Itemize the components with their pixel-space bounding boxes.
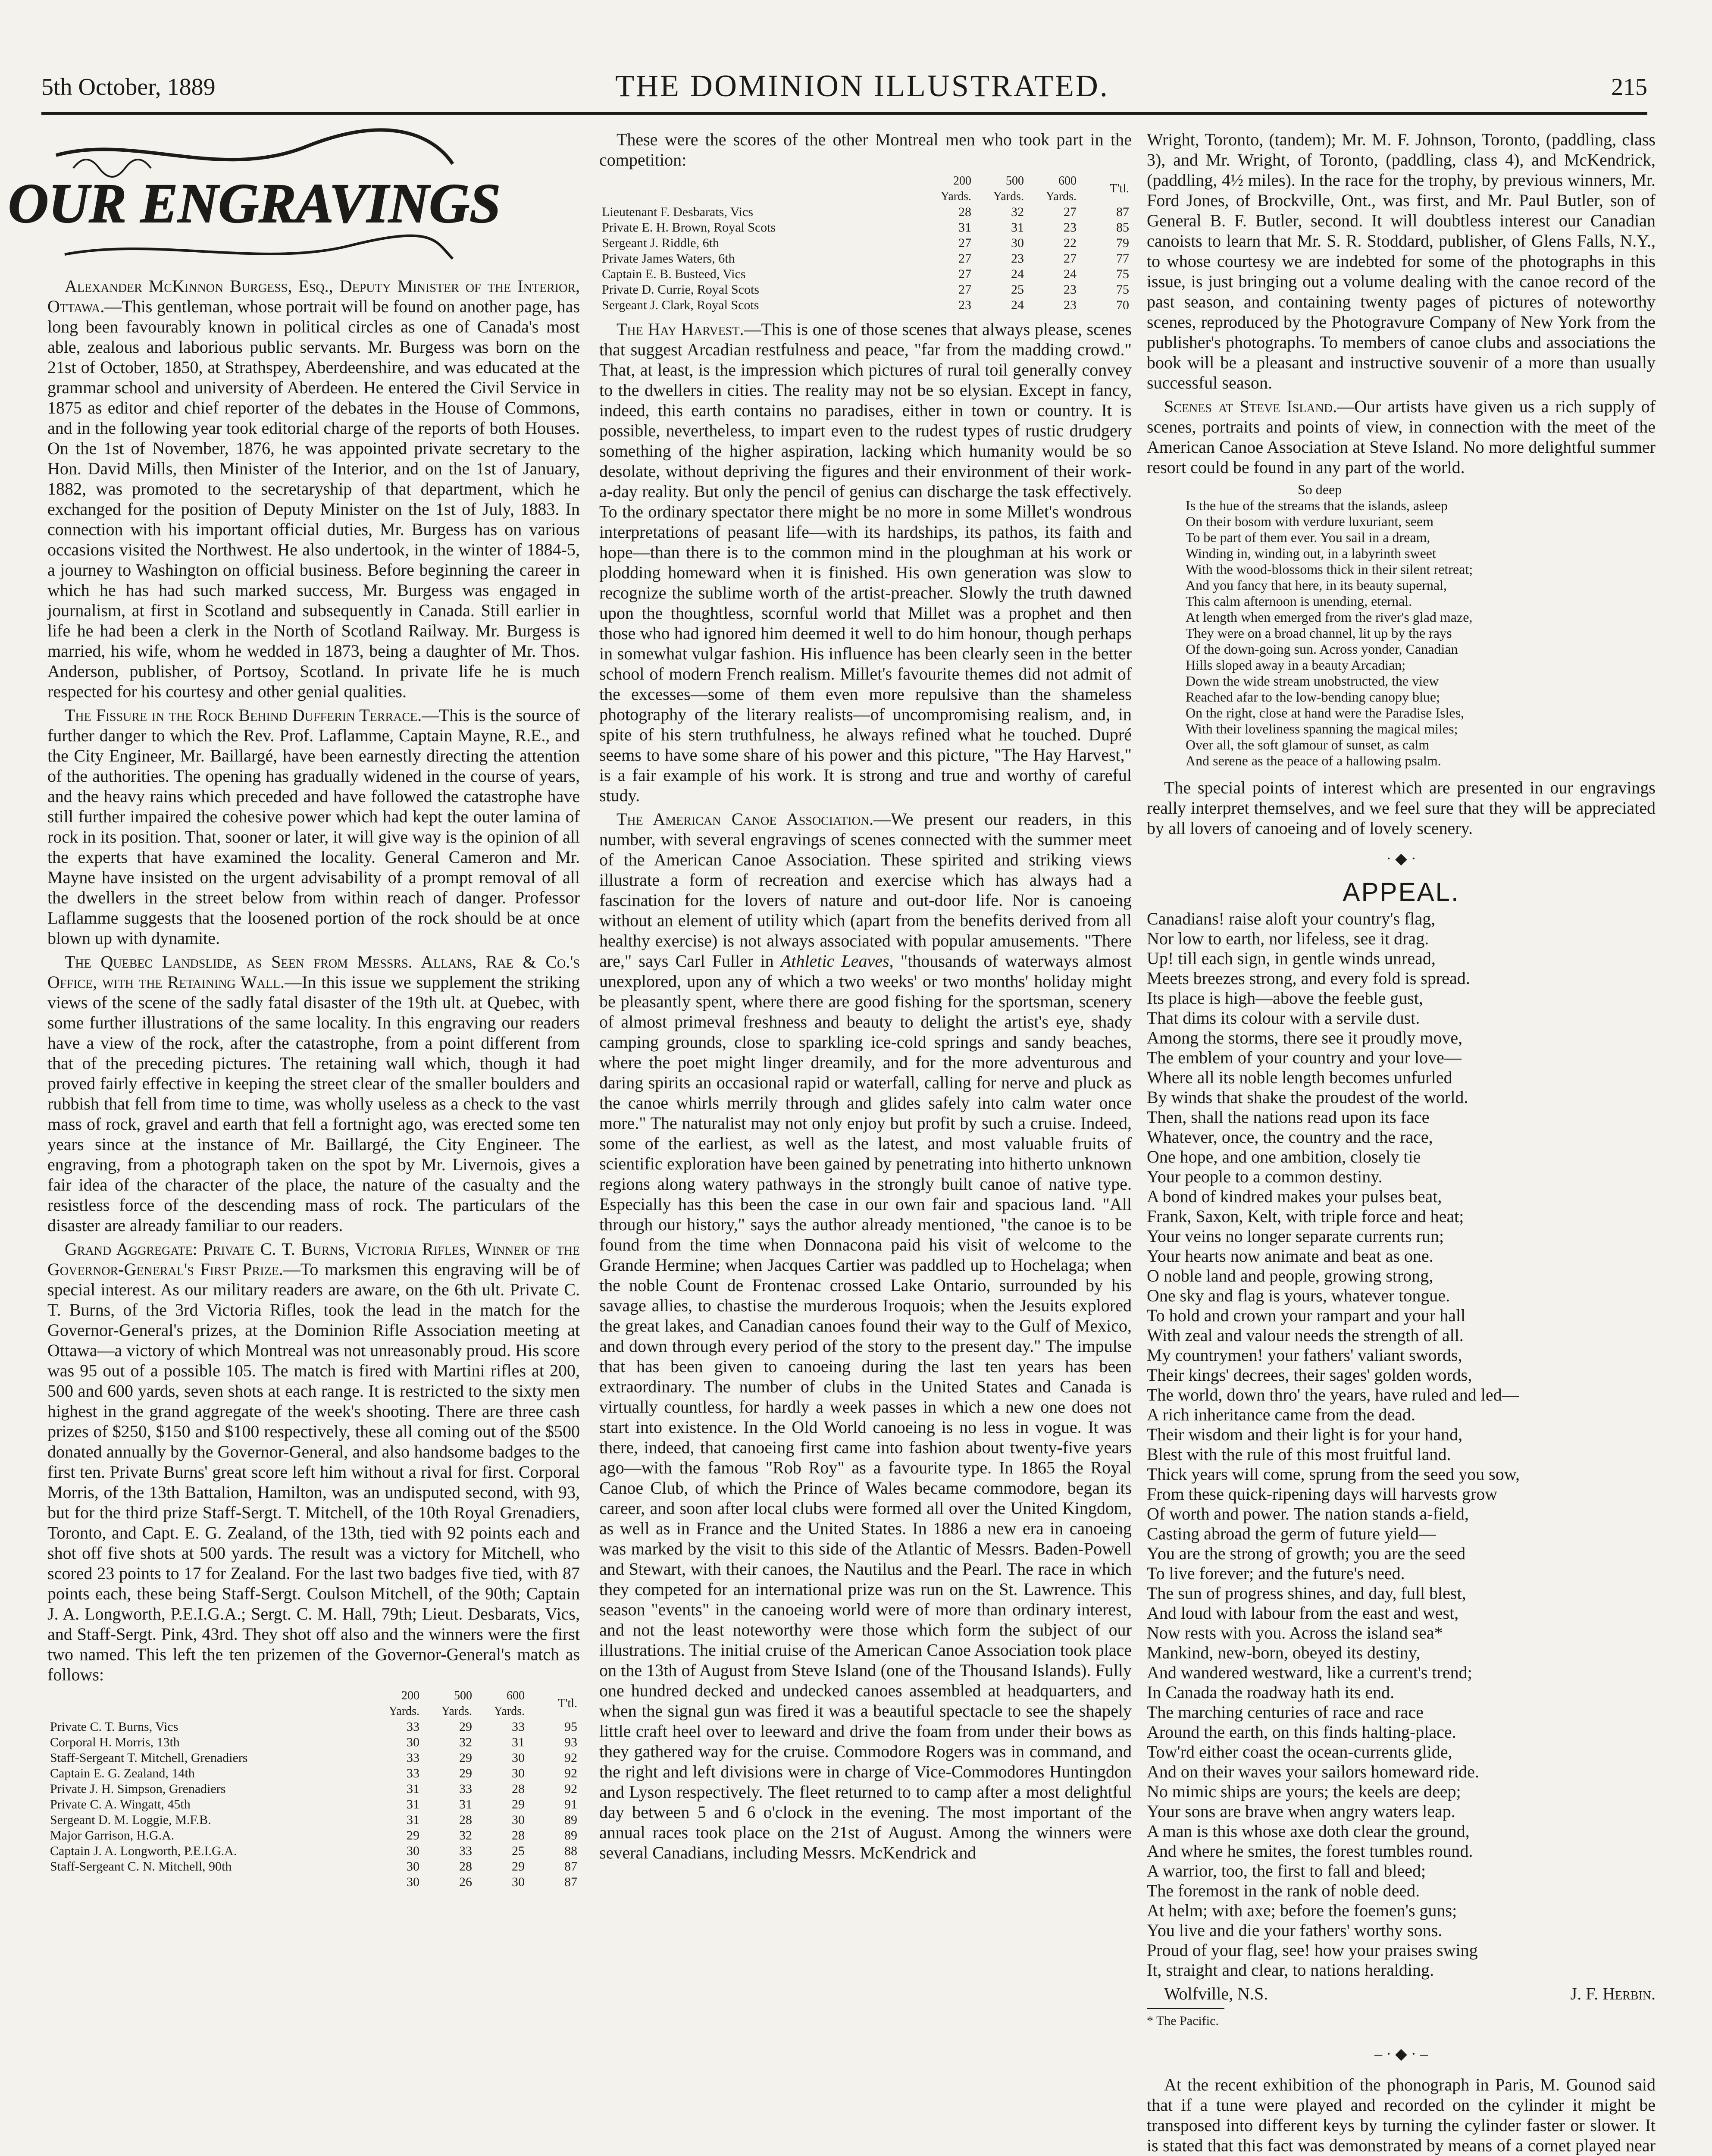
competitor-name: Sergeant J. Clark, Royal Scots (602, 298, 759, 312)
poem-line: At length when emerged from the river's glad maze, (1186, 609, 1473, 625)
score-cell: 27 (958, 251, 971, 266)
aggregate-text: —To marksmen this engraving will be of special interest. As our military readers are aware, on the 6th ult. Private C. T. Burns, of the 3rd Victoria Rifles, took the lead in the match for the Governor-General's prizes, at the Dominion Rifle Association meeting at Ottawa—a victory of which Montreal was not unreasonably proud. His score was 95 out of a possible 105. The match is fired with Martini rifles at 200, 500 and 600 yards, seven shots at each range. It is restricted to the sixty men highest in the grand aggregate of the week's shooting. There are three cash prizes of $250, $150 and $100 respectively, these all coming out of the $500 donated annually by the Governor-General, and also handsome badges to the first ten. Private Burns' great score left him without a rival for first. Corporal Morris, of the 13th Battalion, Hamilton, was an undisputed second, with 93, but for the third prize Staff-Sergt. T. Mitchell, of the 10th Royal Grenadiers, Toronto, and Capt. E. G. Zealand, of the 13th, tied with 92 points each and shot off five shots at 500 yards. The result was a victory for Mitchell, who scored 23 points to 17 for Zealand. For the last two badges five tied, with 87 points each, these being Staff-Sergt. Coulson Mitchell, of the 90th; Captain J. A. Longworth, P.E.I.G.A.; Sergt. C. M. Hall, 79th; Lieut. Desbarats, Vics, and Staff-Sergt. Pink, 43rd. They shot off also and the winners were the first two named. This left the ten prizemen of the Governor-General's match as follows: (47, 1260, 580, 1684)
table-row (47, 1750, 580, 1766)
poem-line: Thick years will come, sprung from the seed you sow, (1147, 1464, 1520, 1484)
athletic-leaves-title: Athletic Leaves (780, 951, 889, 971)
table-row (599, 266, 1132, 282)
competitor-name: Captain E. B. Busteed, Vics (602, 267, 746, 281)
score-column-header: 500 Yards. (993, 174, 1024, 203)
competitor-name: Private E. H. Brown, Royal Scots (602, 220, 776, 235)
steve-island-poem (1186, 482, 1656, 769)
score-cell: 23 (1064, 220, 1077, 235)
landslide-text: —In this issue we supplement the striking views of the scene of the sadly fatal disaster of the 19th ult. at Quebec, with some further illustrations of the same locality. In this engraving our readers have a view of the rock, after the catastrophe, from a point different from that of the preceding pictures. The retaining wall which, though it had proved fairly effective in keeping the street clear of the smaller boulders and rubbish that fell from time to time, was wholly useless as a check to the vast mass of rock, gravel and earth that fell a fortnight ago, was erected some ten years since at the instance of Mr. Baillargé, the City Engineer. The engraving, from a photograph taken on the spot by Mr. Livernois, gives a fair idea of the character of the place, the nature of the casualty and the resistless force of the descending mass of rock. The particulars of the disaster are already familiar to our readers. (47, 972, 580, 1235)
poem-line: Your people to a common destiny. (1147, 1167, 1383, 1186)
poem-line: And you fancy that here, in its beauty supernal, (1186, 577, 1447, 593)
score-cell: 89 (564, 1813, 577, 1827)
score-cell: 30 (512, 1751, 525, 1765)
score-cell: 32 (1011, 205, 1024, 219)
montreal-score-table (599, 173, 1132, 313)
table-row (599, 220, 1132, 235)
score-cell: 70 (1116, 298, 1129, 312)
our-engravings-banner (8, 129, 501, 272)
table-row (599, 282, 1132, 298)
table-row (47, 1812, 580, 1828)
banner-lettering: OUR ENGRAVINGS (8, 172, 501, 235)
score-cell: 31 (459, 1797, 472, 1811)
poem-line: Casting abroad the germ of future yield— (1147, 1524, 1436, 1543)
score-cell: 29 (407, 1828, 419, 1843)
poem-line: One hope, and one ambition, closely tie (1147, 1147, 1421, 1166)
score-column-header: T'tl. (558, 1697, 577, 1710)
poem-line: In Canada the roadway hath its end. (1147, 1683, 1395, 1702)
table-row (47, 1859, 580, 1874)
competitor-name: Private D. Currie, Royal Scots (602, 282, 759, 297)
fissure-text: —This is the source of further danger to which the Rev. Prof. Laflamme, Captain Mayne, R.E., and the City Engineer, Mr. Baillargé, have been earnestly directing the attention of the authorities. The opening has gradually widened in the course of years, and the heavy rains which preceded and have followed the catastrophe have still further impaired the cohesive power which had kept the outer lamina of rock in its position. That, sooner or later, it will give way is the opinion of all the experts that have examined the locality. General Cameron and Mr. Mayne have insisted on the urgent advisability of a prompt removal of all the dwellers in the street below from within reach of danger. Professor Laflamme suggests that the loosened portion of the rock should be at once blown up with dynamite. (47, 705, 580, 948)
score-cell: 31 (958, 220, 971, 235)
score-cell: 27 (958, 267, 971, 281)
poem-line: And on their waves your sailors homeward ride. (1147, 1762, 1479, 1781)
table-row (47, 1735, 580, 1750)
poem-line: A man is this whose axe doth clear the ground, (1147, 1821, 1470, 1841)
publication-title: THE DOMINION ILLUSTRATED. (615, 69, 1109, 103)
poem-line: They were on a broad channel, lit up by the rays (1186, 625, 1452, 641)
competitor-name: Sergeant D. M. Loggie, M.F.B. (50, 1813, 211, 1827)
score-cell: 77 (1116, 251, 1129, 266)
table-row (47, 1828, 580, 1843)
score-cell: 30 (407, 1735, 419, 1749)
appeal-poem (1147, 909, 1656, 1980)
competitor-name: Sergeant J. Riddle, 6th (602, 236, 719, 250)
canoe-continued-text: Wright, Toronto, (tandem); Mr. M. F. Johnson, Toronto, (paddling, class 3), and Mr. Wright, of Toronto, (paddling, class 4), and McKendrick, (paddling, 4½ miles). In the race for the trophy, by previous winners, Mr. Ford Jones, of Brockville, Ont., was first, and Mr. Paul Butler, son of General B. F. Butler, second. It will doubtless interest our Canadian canoists to learn that Mr. S. R. Stoddard, publisher, of Glens Falls, N.Y., to whose courtesy we are indebted for some of the photographs in this issue, is just bringing out a volume dealing with the canoe record of the past season, and containing twenty pages of pictures of noteworthy scenes, reproduced by the Photogravure Company of New York from the publisher's photographs. To members of canoe clubs and associations the book will be a pleasant and instructive souvenir of a more than usually successful season. (1147, 130, 1656, 392)
poem-line: Their wisdom and their light is for your hand, (1147, 1425, 1463, 1444)
score-cell: 87 (564, 1859, 577, 1874)
section-ornament: · ◆ · (1386, 850, 1416, 867)
score-cell: 89 (564, 1828, 577, 1843)
score-cell: 30 (407, 1859, 419, 1874)
score-cell: 33 (407, 1766, 419, 1780)
score-cell: 32 (459, 1828, 472, 1843)
score-cell: 28 (459, 1859, 472, 1874)
score-cell: 92 (564, 1782, 577, 1796)
score-cell: 30 (512, 1766, 525, 1780)
poem-line: With the wood-blossoms thick in their silent retreat; (1186, 561, 1473, 577)
score-cell: 31 (1011, 220, 1024, 235)
score-cell: 91 (564, 1797, 577, 1811)
poem-line: A warrior, too, the first to fall and bleed; (1147, 1861, 1426, 1880)
poem-line: Around the earth, on this finds halting-place. (1147, 1722, 1456, 1742)
poem-line: Hills sloped away in a beauty Arcadian; (1186, 657, 1406, 673)
score-cell: 85 (1116, 220, 1129, 235)
table-row (47, 1781, 580, 1797)
poem-line: You live and die your fathers' worthy sons. (1147, 1921, 1443, 1940)
poem-line: Blest with the rule of this most fruitful land. (1147, 1445, 1451, 1464)
poem-line: The emblem of your country and your love— (1147, 1048, 1462, 1067)
poem-line: You are the strong of growth; you are the seed (1147, 1544, 1466, 1563)
score-cell: 33 (459, 1844, 472, 1858)
poem-line: Among the storms, there see it proudly move, (1147, 1028, 1463, 1047)
score-cell: 95 (564, 1720, 577, 1734)
poem-line: Tow'rd either coast the ocean-currents glide, (1147, 1742, 1452, 1761)
score-cell: 30 (512, 1875, 525, 1889)
poem-line: Up! till each sign, in gentle winds unread, (1147, 949, 1436, 968)
column-right (1147, 129, 1656, 2156)
score-column-header (47, 1688, 369, 1719)
poem-line: The world, down thro' the years, have ruled and led— (1147, 1385, 1519, 1404)
score-column-header: 200 Yards. (388, 1689, 419, 1718)
poem-line: My countrymen! your fathers' valiant swords, (1147, 1345, 1462, 1365)
phonograph-text: At the recent exhibition of the phonograph in Paris, M. Gounod said that if a tune were played and recorded on the cylinder it might be transposed into different keys by turning the cylinder faster or slower. It is stated that this fact was demonstrated by means of a cornet played near (1147, 2075, 1656, 2155)
prizemen-score-table (47, 1688, 580, 1890)
poem-line: To live forever; and the future's need. (1147, 1564, 1405, 1583)
canoe-text-b: , "thousands of waterways almost unexplored, upon any of which a two weeks' or two months' holiday might be pleasantly spent, where there are good fishing for the sportsman, scenery of almost primeval freshness and beauty to delight the artist's eye, shady camping grounds, close to sparkling ice-cold springs and sandy beaches, where the poet might linger dreamily, and for the more adventurous and daring spirits an occasional rapid or waterfall, calling for nerve and pluck as the canoe whirls merrily through and glides safely into calm water once more." The naturalist may not only enjoy but profit by such a cruise. Indeed, some of the earliest, as well as the latest, and most valuable fruits of scientific exploration have been gained by penetrating into hitherto unknown regions along watery pathways in the strongly built canoe of native type. Especially has this been the case in our own fair and spacious land. "All through our history," says the author already mentioned, "the canoe is to be found from the time when Donnacona paid his visit of welcome to the Grande Hermine; when Jacques Cartier was paddled up to Hochelaga; when the noble Count de Frontenac crossed Lake Ontario, surrounded by his savage allies, to chastise the murderous Iroquois; when the Jesuits explored the great lakes, and Canadian canoes found their way to the Gulf of Mexico, and down through every period of the story to the present day." The impulse that has been given to canoeing during the last ten years has been extraordinary. The number of clubs in the United States and Canada is virtually countless, for hardly a week passes in which a new one does not start into existence. In the Old World canoeing is no less in vogue. It was there, indeed, that canoeing first came into fashion about twenty-five years ago—with the famous "Rob Roy" as a favourite type. In 1865 the Royal Canoe Club, of which the Prince of Wales became commodore, began its career, and soon after local clubs were formed all over the United Kingdom, as well as in France and the United States. In 1886 a new era in canoeing was marked by the visit to this side of the Atlantic of Messrs. Baden-Powell and Stewart, with their canoes, the Nautilus and the Pearl. The race in which they competed for an international prize was run on the St. Lawrence. This season "events" in the canoeing world were of more than ordinary interest, and not the least noteworthy were those which form the subject of our illustrations. The initial cruise of the American Canoe Association took place on the 13th of August from Steve Island (one of the Thousand Islands). Fully one hundred decked and undecked canoes assembled at headquarters, and when the signal gun was fired it was a beautiful spectacle to see the shapely little craft heel over to leeward and drive the foam from under their bows as they gathered way for the cruise. Commodore Rogers was in command, and the right and left divisions were in charge of Vice-Commodores Huntingdon and Lyson respectively. The fleet returned to to camp after a most delightful day between 5 and 6 o'clock in the evening. The most important of the annual races took place on the 21st of August. Among the winners were several Canadians, including Messrs. McKendrick and (599, 951, 1132, 1862)
score-column-header: T'tl. (1110, 182, 1129, 195)
section-ornament-2: – · ◆ · – (1374, 2045, 1428, 2062)
poem-line: Whatever, once, the country and the race, (1147, 1127, 1433, 1147)
score-column-header: 200 Yards. (940, 174, 971, 203)
score-cell: 26 (459, 1875, 472, 1889)
poem-line: Where all its noble length becomes unfurled (1147, 1068, 1452, 1087)
poem-line: Canadians! raise aloft your country's flag, (1147, 909, 1436, 928)
poem-line: Proud of your flag, see! how your praises swing (1147, 1940, 1478, 1960)
landslide-heading: The Quebec Landslide, as Seen from Messrs. Allans, Rae & Co.'s Office, with the Retaining Wall. (47, 952, 580, 992)
poem-line: The marching centuries of race and race (1147, 1702, 1424, 1722)
poem-line: Reached afar to the low-bending canopy blue; (1186, 689, 1440, 705)
poem-line: Meets breezes strong, and every fold is spread. (1147, 968, 1470, 988)
canoe-association-heading: The American Canoe Association. (617, 809, 874, 829)
footnote: * The Pacific. (1147, 2008, 1224, 2031)
score-cell: 33 (407, 1751, 419, 1765)
poem-line: A bond of kindred makes your pulses beat, (1147, 1187, 1442, 1206)
poem-line: Then, shall the nations read upon its face (1147, 1107, 1430, 1127)
aggregate-heading: Grand Aggregate: Private C. T. Burns, Victoria Rifles, Winner of the Governor-General's First Prize. (47, 1239, 580, 1279)
score-cell: 28 (512, 1828, 525, 1843)
score-cell: 29 (459, 1766, 472, 1780)
appeal-title: APPEAL. (1343, 877, 1460, 906)
score-cell: 87 (564, 1875, 577, 1889)
poem-signature (1147, 1984, 1656, 2004)
score-cell: 33 (407, 1720, 419, 1734)
poem-line: To be part of them ever. You sail in a dream, (1186, 530, 1430, 545)
poem-line: Over all, the soft glamour of sunset, as calm (1186, 737, 1430, 752)
poem-line: The sun of progress shines, and day, full blest, (1147, 1583, 1466, 1603)
table-row (599, 298, 1132, 313)
score-cell: 23 (958, 298, 971, 312)
burgess-heading: Alexander McKinnon Burgess, Esq., Deputy Minister of the Interior, Ottawa. (47, 276, 580, 316)
table-row (47, 1766, 580, 1781)
issue-date: 5th October, 1889 (41, 74, 216, 100)
score-cell: 29 (459, 1751, 472, 1765)
score-cell: 32 (459, 1735, 472, 1749)
score-column-header: 500 Yards. (441, 1689, 472, 1718)
score-cell: 24 (1064, 267, 1077, 281)
competitor-name: Captain J. A. Longworth, P.E.I.G.A. (50, 1844, 237, 1858)
table-row (599, 251, 1132, 266)
score-cell: 33 (459, 1782, 472, 1796)
score-cell: 24 (1011, 267, 1024, 281)
score-cell: 27 (1064, 205, 1077, 219)
score-cell: 30 (512, 1813, 525, 1827)
table-row (47, 1843, 580, 1859)
competitor-name (47, 1874, 369, 1890)
score-cell: 31 (407, 1797, 419, 1811)
score-cell: 24 (1011, 298, 1024, 312)
poem-line: Of worth and power. The nation stands a-field, (1147, 1504, 1469, 1523)
poem-line: Your hearts now animate and beat as one. (1147, 1246, 1433, 1266)
score-cell: 31 (407, 1782, 419, 1796)
score-cell: 28 (512, 1782, 525, 1796)
score-cell: 30 (407, 1875, 419, 1889)
score-column-header: 600 Yards. (1045, 174, 1077, 203)
hay-harvest-heading: The Hay Harvest. (617, 320, 744, 339)
table-row (47, 1719, 580, 1735)
competitor-name: Private J. H. Simpson, Grenadiers (50, 1782, 226, 1796)
poem-line: Nor low to earth, nor lifeless, see it drag. (1147, 929, 1429, 948)
poem-line: By winds that shake the proudest of the world. (1147, 1087, 1468, 1107)
score-cell: 23 (1064, 282, 1077, 297)
poem-line: Your sons are brave when angry waters leap. (1147, 1802, 1455, 1821)
poem-line: Now rests with you. Across the island sea* (1147, 1623, 1443, 1642)
competitor-name: Staff-Sergeant T. Mitchell, Grenadiers (50, 1751, 248, 1765)
score-cell: 27 (958, 236, 971, 250)
score-cell: 31 (407, 1813, 419, 1827)
column-middle (599, 129, 1132, 2156)
score-cell: 28 (459, 1813, 472, 1827)
score-cell: 79 (1116, 236, 1129, 250)
score-cell: 75 (1116, 267, 1129, 281)
signature-name: J. F. Herbin. (1570, 1984, 1656, 2003)
score-cell: 25 (512, 1844, 525, 1858)
competitor-name: Major Garrison, H.G.A. (50, 1828, 175, 1843)
score-cell: 27 (958, 282, 971, 297)
score-cell: 29 (512, 1797, 525, 1811)
competitor-name: Private C. T. Burns, Vics (50, 1720, 178, 1734)
table-row (599, 235, 1132, 251)
page-number: 215 (1611, 74, 1647, 100)
burgess-text: —This gentleman, whose portrait will be found on another page, has long been favourably known in political circles as one of Canada's most able, zealous and laborious public servants. Mr. Burgess was born on the 21st of October, 1850, at Strathspey, Aberdeenshire, and was educated at the grammar school and university of Aberdeen. He entered the Civil Service in 1875 as editor and chief reporter of the debates in the House of Commons, and in the following year took editorial charge of the reports of both Houses. On the 1st of November, 1876, he was appointed private secretary to the Hon. David Mills, then Minister of the Interior, and on the 1st of January, 1882, was promoted to the secretaryship of that department, which he exchanged for the position of Deputy Minister on the 1st of July, 1883. In connection with his important official duties, Mr. Burgess has on various occasions visited the Northwest. He also undertook, in the winter of 1884-5, a journey to Washington on official business. Before beginning the career in which he has had such marked success, Mr. Burgess was engaged in journalism, at first in Scotland and subsequently in Canada. Still earlier in life he had been a clerk in the North of Scotland Railway. Mr. Burgess is married, his wife, whom he wedded in 1873, being a daughter of Mr. Thos. Anderson, publisher, of Portsoy, Scotland. In private life he is much respected for his courtesy and other genial qualities. (47, 297, 580, 701)
poem-line: With zeal and valour needs the strength of all. (1147, 1326, 1464, 1345)
score-cell: 25 (1011, 282, 1024, 297)
score-column-header: 600 Yards. (494, 1689, 525, 1718)
steve-island-heading: Scenes at Steve Island. (1164, 397, 1337, 416)
competitor-name: Private C. A. Wingatt, 45th (50, 1797, 191, 1811)
poem-line: On their bosom with verdure luxuriant, seem (1186, 514, 1433, 529)
score-cell: 29 (459, 1720, 472, 1734)
score-cell: 88 (564, 1844, 577, 1858)
poem-line: At helm; with axe; before the foemen's guns; (1147, 1901, 1457, 1920)
canoe-text-a: —We present our readers, in this number, with several engravings of scenes connected with the summer meet of the American Canoe Association. These spirited and striking views illustrate a form of recreation and exercise which has always had a fascination for the lovers of nature and out-door life. Nor is canoeing without an element of utility which (apart from the benefits derived from all healthy exercise) is not always associated with popular amusements. "There are," says Carl Fuller in (599, 809, 1132, 971)
poem-line: One sky and flag is yours, whatever tongue. (1147, 1286, 1450, 1305)
poem-line: Mankind, new-born, obeyed its destiny, (1147, 1643, 1420, 1662)
poem-line: And wandered westward, like a current's trend; (1147, 1663, 1472, 1682)
poem-line: The foremost in the rank of noble deed. (1147, 1881, 1420, 1900)
steve-island-text: —Our artists have given us a rich supply of scenes, portraits and points of view, in connection with the meet of the American Canoe Association at Steve Island. No more delightful summer resort could be found in any part of the world. (1147, 397, 1656, 477)
table-row (599, 204, 1132, 220)
score-cell: 30 (1011, 236, 1024, 250)
poem-line: And loud with labour from the east and west, (1147, 1603, 1459, 1623)
score-cell: 93 (564, 1735, 577, 1749)
poem-line: That dims its colour with a servile dust. (1147, 1008, 1420, 1028)
poem-line: Frank, Saxon, Kelt, with triple force and heat; (1147, 1206, 1464, 1226)
score-cell: 31 (512, 1735, 525, 1749)
table-row (47, 1797, 580, 1812)
score-cell: 92 (564, 1766, 577, 1780)
poem-opening: So deep (1298, 482, 1342, 497)
score-cell: 23 (1064, 298, 1077, 312)
table-row (47, 1874, 580, 1890)
montreal-scores-intro: These were the scores of the other Montreal men who took part in the competition: (599, 130, 1132, 169)
poem-line: From these quick-ripening days will harvests grow (1147, 1484, 1498, 1504)
poem-line: This calm afternoon is unending, eternal. (1186, 593, 1412, 609)
score-cell: 27 (1064, 251, 1077, 266)
poem-line: No mimic ships are yours; the keels are deep; (1147, 1782, 1461, 1801)
competitor-name: Private James Waters, 6th (602, 251, 735, 266)
competitor-name: Captain E. G. Zealand, 14th (50, 1766, 195, 1780)
competitor-name: Corporal H. Morris, 13th (50, 1735, 180, 1749)
poem-line: Their kings' decrees, their sages' golden words, (1147, 1365, 1472, 1385)
score-cell: 29 (512, 1859, 525, 1874)
signature-place: Wolfville, N.S. (1164, 1984, 1268, 2003)
poem-line: With their loveliness spanning the magical miles; (1186, 721, 1458, 736)
score-cell: 75 (1116, 282, 1129, 297)
score-column-header (599, 173, 921, 204)
poem-line: Down the wide stream unobstructed, the view (1186, 673, 1439, 689)
poem-line: On the right, close at hand were the Paradise Isles, (1186, 705, 1465, 721)
poem-line: It, straight and clear, to nations heralding. (1147, 1960, 1434, 1980)
special-points-text: The special points of interest which are presented in our engravings really interpret themselves, and we feel sure that they will be appreciated by all lovers of canoeing and of lovely scenery. (1147, 778, 1656, 838)
score-cell: 33 (512, 1720, 525, 1734)
poem-line: And where he smites, the forest tumbles round. (1147, 1841, 1473, 1861)
poem-line: Winding in, winding out, in a labyrinth sweet (1186, 545, 1436, 561)
poem-line: To hold and crown your rampart and your hall (1147, 1306, 1466, 1325)
score-cell: 23 (1011, 251, 1024, 266)
score-cell: 92 (564, 1751, 577, 1765)
poem-line: And serene as the peace of a hallowing psalm. (1186, 753, 1441, 768)
competitor-name: Staff-Sergeant C. N. Mitchell, 90th (50, 1859, 232, 1874)
poem-line: Is the hue of the streams that the islands, asleep (1186, 498, 1448, 513)
poem-line: Of the down-going sun. Across yonder, Canadian (1186, 641, 1458, 657)
poem-line: Its place is high—above the feeble gust, (1147, 988, 1423, 1008)
competitor-name: Lieutenant F. Desbarats, Vics (602, 205, 753, 219)
poem-line: A rich inheritance came from the dead. (1147, 1405, 1416, 1424)
column-left (8, 129, 580, 2156)
poem-line: Your veins no longer separate currents run; (1147, 1226, 1444, 1246)
score-cell: 22 (1064, 236, 1077, 250)
header-rule (41, 112, 1647, 115)
score-cell: 87 (1116, 205, 1129, 219)
score-cell: 28 (958, 205, 971, 219)
hay-harvest-text: —This is one of those scenes that always please, scenes that suggest Arcadian restfulness and peace, "far from the madding crowd." That, at least, is the impression which pictures of rural toil generally convey to the dwellers in cities. The reality may not be so elysian. Except in fancy, indeed, this earth contains no paradises, either in town or country. It is possible, nevertheless, to impart even to the rudest types of rustic drudgery something of the higher aspiration, lacking which humanity would be so desolate, without depriving the figures and their environment of their work-a-day reality. But only the pencil of genius can discharge the task effectively. To the ordinary spectator there might be no more in some Millet's wondrous interpretations of peasant life—with its hardships, its pathos, its faith and hope—than there is to the common mind in the ploughman at his work or plodding homeward when it is finished. His own generation was slow to recognize the sublime worth of the artist-preacher. Slowly the truth dawned upon the thoughtless, scornful world that Millet was a prophet and then those who had ignored him deemed it well to do him honour, though perhaps in somewhat vulgar fashion. His influence has been clearly seen in the better school of modern French realism. Millet's favourite themes did not admit of the excesses—some of them even more repulsive than the shameless photography of the literary realists—of uncompromising realism, and, in spite of his stern truthfulness, he always refined what he touched. Dupré seems to have some share of his power and this picture, "The Hay Harvest," is a fair example of his work. It is strong and true and worthy of careful study. (599, 320, 1132, 805)
poem-line: O noble land and people, growing strong, (1147, 1266, 1433, 1285)
score-cell: 30 (407, 1844, 419, 1858)
fissure-heading: The Fissure in the Rock Behind Dufferin Terrace. (65, 705, 422, 725)
